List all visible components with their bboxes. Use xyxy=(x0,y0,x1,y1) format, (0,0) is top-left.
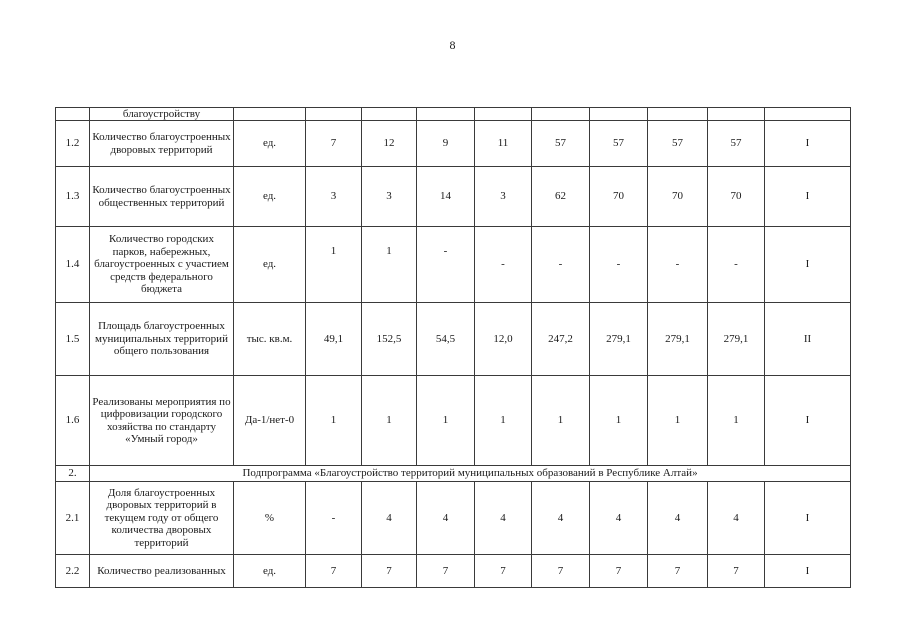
table-cell xyxy=(764,166,851,227)
cell-text: Да-1/нет-0 xyxy=(244,414,295,427)
table-cell xyxy=(474,120,532,167)
cell-text: Количество реализованных xyxy=(97,564,226,577)
cell-text: 57 xyxy=(730,137,742,150)
table-cell xyxy=(707,375,765,466)
table-cell xyxy=(416,302,475,376)
cell-text: 1 xyxy=(674,414,681,427)
section-title: Подпрограмма «Благоустройство территорий муниципальных образований в Республике Алтай» xyxy=(242,467,698,480)
table-cell xyxy=(55,554,90,588)
cell-text: 7 xyxy=(674,564,681,577)
cell-text: - xyxy=(501,258,505,271)
table-cell xyxy=(531,107,590,121)
table-cell xyxy=(531,226,590,303)
table-cell xyxy=(764,481,851,555)
table-cell xyxy=(647,166,708,227)
cell-text: 7 xyxy=(500,564,506,577)
table-cell xyxy=(361,375,417,466)
cell-text: 49,1 xyxy=(323,332,344,345)
table-cell xyxy=(531,554,590,588)
table-cell xyxy=(647,554,708,588)
cell-text: Количество благоустроенных дворовых территорий xyxy=(92,131,231,156)
table-cell xyxy=(707,166,765,227)
cell-text: 7 xyxy=(615,564,622,577)
table-cell xyxy=(89,226,234,303)
table-cell xyxy=(233,375,306,466)
cell-text: 1 xyxy=(330,414,337,427)
table-cell xyxy=(647,302,708,376)
cell-text: I xyxy=(805,414,810,427)
table-cell xyxy=(233,120,306,167)
cell-text: 11 xyxy=(497,137,509,150)
cell-text: Количество благоустроенных общественных территорий xyxy=(92,184,231,209)
table-cell xyxy=(531,481,590,555)
cell-text: 57 xyxy=(672,137,683,150)
cell-text: 7 xyxy=(386,564,392,577)
table-cell xyxy=(647,120,708,167)
table-cell xyxy=(361,107,417,121)
table-cell xyxy=(89,107,234,121)
cell-text: 57 xyxy=(613,137,624,150)
table-cell xyxy=(474,375,532,466)
cell-text: - xyxy=(675,258,680,271)
table-cell xyxy=(474,302,532,376)
table-cell xyxy=(416,166,475,227)
cell-text: 279,1 xyxy=(723,332,749,345)
table-cell xyxy=(416,107,475,121)
table-cell xyxy=(416,375,475,466)
cell-text: 1 xyxy=(442,414,449,427)
table-cell xyxy=(531,375,590,466)
table-cell xyxy=(55,375,90,466)
table-cell xyxy=(89,554,234,588)
cell-text: 1 xyxy=(500,414,506,427)
cell-text: 4 xyxy=(386,511,392,524)
cell-text: 279,1 xyxy=(665,332,690,345)
table-cell xyxy=(55,166,90,227)
table-cell xyxy=(305,375,362,466)
cell-text: 4 xyxy=(615,511,622,524)
table-cell xyxy=(305,226,362,303)
table-cell xyxy=(233,302,306,376)
cell-text: 12,0 xyxy=(493,332,513,345)
table-cell xyxy=(89,481,234,555)
cell-text: 7 xyxy=(557,564,564,577)
cell-text: 3 xyxy=(386,190,392,203)
cell-text: - xyxy=(558,258,563,271)
cell-text: 1 xyxy=(615,414,622,427)
cell-text: 4 xyxy=(500,511,506,524)
cell-text: 2.2 xyxy=(65,564,80,577)
page-number: 8 xyxy=(449,38,456,52)
table-cell xyxy=(89,166,234,227)
cell-text: 7 xyxy=(330,137,337,150)
table-cell xyxy=(764,120,851,167)
cell-text: - xyxy=(734,258,738,271)
table-cell xyxy=(647,375,708,466)
table-cell xyxy=(764,107,851,121)
cell-text: ед. xyxy=(262,190,277,203)
table-cell xyxy=(416,120,475,167)
table-cell xyxy=(474,554,532,588)
cell-text: 70 xyxy=(730,190,742,203)
table-cell xyxy=(589,166,648,227)
cell-text: 1 xyxy=(330,245,337,257)
table-cell xyxy=(764,226,851,303)
cell-text: I xyxy=(805,137,810,150)
cell-text: 1 xyxy=(386,245,392,257)
cell-text: 1.5 xyxy=(65,332,80,345)
table-cell xyxy=(531,302,590,376)
cell-text: 1 xyxy=(557,414,564,427)
cell-text: 1.6 xyxy=(65,414,80,427)
cell-text: Площадь благоустроенных муниципальных территорий общего пользования xyxy=(95,320,228,358)
table-cell xyxy=(707,120,765,167)
table-cell xyxy=(589,554,648,588)
cell-text: 4 xyxy=(674,511,681,524)
table-cell xyxy=(647,226,708,303)
table-cell xyxy=(361,166,417,227)
table-cell xyxy=(474,481,532,555)
cell-text: 14 xyxy=(440,190,451,203)
cell-text: 3 xyxy=(330,190,337,203)
table-cell xyxy=(531,120,590,167)
table-cell xyxy=(764,375,851,466)
table-cell xyxy=(55,107,90,121)
cell-text: 7 xyxy=(733,564,739,577)
table-cell xyxy=(474,107,532,121)
cell-text: 4 xyxy=(442,511,449,524)
table-cell xyxy=(416,554,475,588)
table-cell xyxy=(55,120,90,167)
cell-text: ед. xyxy=(262,564,277,577)
cell-text: 1 xyxy=(386,414,392,427)
table-cell xyxy=(416,226,475,303)
table-cell xyxy=(233,481,306,555)
cell-text: I xyxy=(805,190,810,203)
cell-text: благоустройству xyxy=(122,107,201,120)
cell-text: 57 xyxy=(555,137,566,150)
table-cell xyxy=(589,481,648,555)
cell-text: I xyxy=(805,258,810,271)
table-cell xyxy=(707,302,765,376)
cell-text: - xyxy=(443,245,448,257)
cell-text: 62 xyxy=(555,190,566,203)
table-cell xyxy=(89,302,234,376)
cell-text: 70 xyxy=(672,190,683,203)
table-cell xyxy=(589,107,648,121)
cell-text: 1.4 xyxy=(65,258,80,271)
cell-text: ед. xyxy=(262,258,277,271)
table-cell xyxy=(707,554,765,588)
table-cell xyxy=(305,554,362,588)
table-cell xyxy=(474,166,532,227)
cell-text: ед. xyxy=(262,137,277,150)
cell-text: 7 xyxy=(442,564,449,577)
table-cell xyxy=(55,481,90,555)
cell-text: Реализованы мероприятия по цифровизации городского хозяйства по стандарту «Умный город» xyxy=(92,395,231,445)
cell-text: 4 xyxy=(557,511,564,524)
table-cell xyxy=(361,481,417,555)
table-cell xyxy=(55,465,90,482)
table-cell xyxy=(707,481,765,555)
cell-text: - xyxy=(331,511,336,524)
table-cell xyxy=(233,554,306,588)
cell-text: 279,1 xyxy=(606,332,631,345)
table-cell xyxy=(361,120,417,167)
table-cell xyxy=(361,226,417,303)
table-cell xyxy=(305,302,362,376)
table-cell xyxy=(305,107,362,121)
cell-text: 4 xyxy=(733,511,739,524)
table-cell xyxy=(89,375,234,466)
table-cell xyxy=(647,481,708,555)
table-cell xyxy=(233,107,306,121)
cell-text: Количество городских парков, набережных, благоустроенных с участием средств федерального бюджета xyxy=(94,233,229,296)
cell-text: 1.3 xyxy=(65,190,80,203)
cell-text: 70 xyxy=(613,190,624,203)
cell-text: 1.2 xyxy=(65,137,80,150)
cell-text: 152,5 xyxy=(376,332,402,345)
table-cell xyxy=(531,166,590,227)
cell-text: II xyxy=(803,332,812,345)
table-cell xyxy=(89,465,851,482)
table-cell xyxy=(361,554,417,588)
cell-text: Доля благоустроенных дворовых территорий в текущем году от общего количества дворовых территорий xyxy=(104,486,219,549)
table-cell xyxy=(416,481,475,555)
cell-text: тыс. кв.м. xyxy=(246,332,293,345)
table-cell xyxy=(707,226,765,303)
table-cell xyxy=(55,302,90,376)
table-cell xyxy=(89,120,234,167)
cell-text: - xyxy=(616,258,621,271)
table-cell xyxy=(589,226,648,303)
table-cell xyxy=(233,226,306,303)
table-cell xyxy=(233,166,306,227)
cell-text: 12 xyxy=(383,137,395,150)
table-cell xyxy=(305,120,362,167)
cell-text: 3 xyxy=(500,190,506,203)
table-cell xyxy=(474,226,532,303)
cell-text: 9 xyxy=(442,137,449,150)
cell-text: I xyxy=(805,564,810,577)
cell-text: 247,2 xyxy=(548,332,573,345)
table-cell xyxy=(589,120,648,167)
cell-text: 7 xyxy=(330,564,337,577)
table-cell xyxy=(707,107,765,121)
cell-text: I xyxy=(805,511,810,524)
table-cell xyxy=(764,302,851,376)
table-cell xyxy=(361,302,417,376)
table-cell xyxy=(647,107,708,121)
cell-text: 1 xyxy=(733,414,739,427)
cell-text: % xyxy=(264,511,275,524)
table-cell xyxy=(305,166,362,227)
cell-text: 2.1 xyxy=(65,511,80,524)
table-cell xyxy=(305,481,362,555)
cell-text: 2. xyxy=(68,467,77,480)
table-cell xyxy=(55,226,90,303)
table-cell xyxy=(589,302,648,376)
cell-text: 54,5 xyxy=(435,332,456,345)
table-cell xyxy=(589,375,648,466)
table-cell xyxy=(764,554,851,588)
